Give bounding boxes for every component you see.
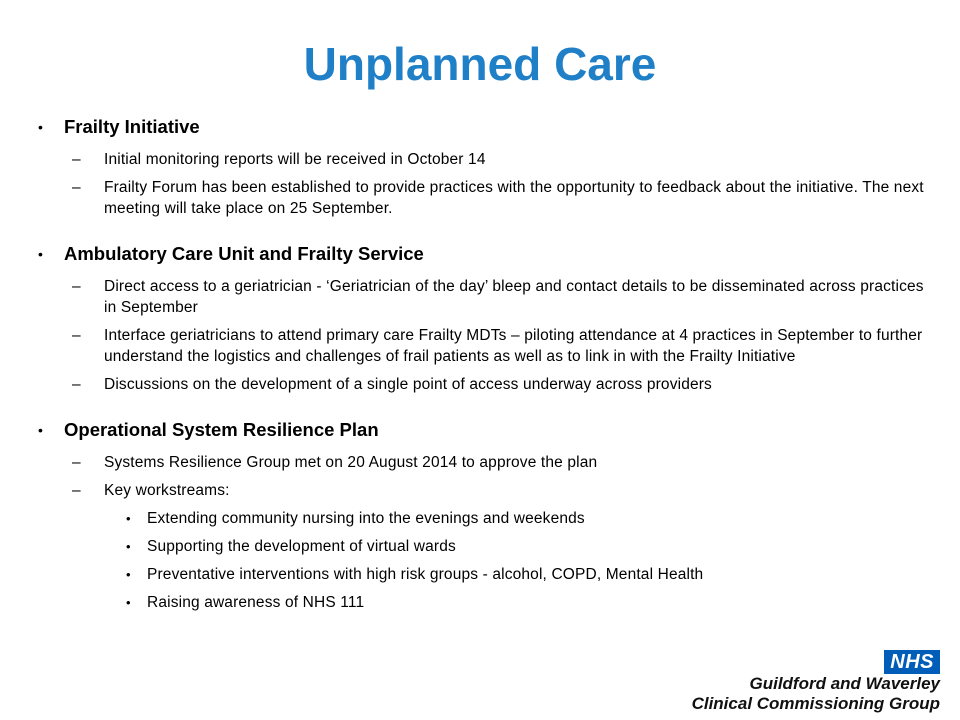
dash-icon: – (72, 327, 81, 344)
sub-list-item-text: Extending community nursing into the evenings and weekends (147, 510, 585, 527)
section-ambulatory-care (38, 239, 938, 395)
slide-title: Unplanned Care (303, 38, 657, 90)
section-frailty-initiative (38, 112, 938, 219)
list-item (38, 452, 938, 473)
list-item-text: Initial monitoring reports will be received in October 14 (104, 151, 486, 168)
section-operational-resilience (38, 415, 938, 613)
dash-icon: – (72, 151, 81, 168)
section-heading-text: Ambulatory Care Unit and Frailty Service (64, 243, 424, 264)
bullet-icon: • (38, 246, 43, 262)
sub-list-item-text: Raising awareness of NHS 111 (147, 594, 365, 611)
sub-list-item (38, 536, 938, 557)
list-item-text: Direct access to a geriatrician - ‘Geriatrician of the day’ bleep and contact details to be disseminated across practices in September (104, 278, 924, 316)
dash-icon: – (72, 454, 81, 471)
section-heading (38, 112, 938, 142)
sub-list-item-text: Preventative interventions with high risk groups - alcohol, COPD, Mental Health (147, 566, 704, 583)
section-heading (38, 239, 938, 269)
section-heading-text: Frailty Initiative (64, 116, 200, 137)
bullet-icon: • (38, 422, 43, 438)
list-item (38, 325, 938, 367)
slide-content (38, 112, 938, 613)
dash-icon: – (72, 278, 81, 295)
dash-icon: – (72, 482, 81, 499)
nhs-logo: NHS (884, 650, 940, 674)
bullet-icon: • (38, 119, 43, 135)
list-item-text: Discussions on the development of a single point of access underway across providers (104, 376, 712, 393)
bullet-icon: • (126, 567, 131, 582)
bullet-icon: • (126, 595, 131, 610)
org-name-line2: Clinical Commissioning Group (691, 694, 940, 713)
sub-list-item (38, 564, 938, 585)
sub-list-item-text: Supporting the development of virtual wards (147, 538, 456, 555)
list-item (38, 480, 938, 501)
bullet-icon: • (126, 539, 131, 554)
org-name-line1: Guildford and Waverley (749, 674, 940, 693)
list-item (38, 149, 938, 170)
dash-icon: – (72, 376, 81, 393)
list-item-text: Systems Resilience Group met on 20 August 2014 to approve the plan (104, 454, 598, 471)
list-item-text: Key workstreams: (104, 482, 230, 499)
list-item (38, 276, 938, 318)
dash-icon: – (72, 179, 81, 196)
bullet-icon: • (126, 511, 131, 526)
list-item-text: Interface geriatricians to attend primary care Frailty MDTs – piloting attendance at 4 practices in September to further understand the logistics and challenges of frail patients as well as to link in with the Frailty Initiative (104, 327, 923, 365)
sub-list-item (38, 508, 938, 529)
list-item (38, 374, 938, 395)
list-item (38, 177, 938, 219)
section-heading (38, 415, 938, 445)
section-heading-text: Operational System Resilience Plan (64, 419, 379, 440)
nhs-ccg-logo (680, 650, 940, 714)
list-item-text: Frailty Forum has been established to provide practices with the opportunity to feedback about the initiative. The next meeting will take place on 25 September. (104, 179, 924, 217)
sub-list-item (38, 592, 938, 613)
